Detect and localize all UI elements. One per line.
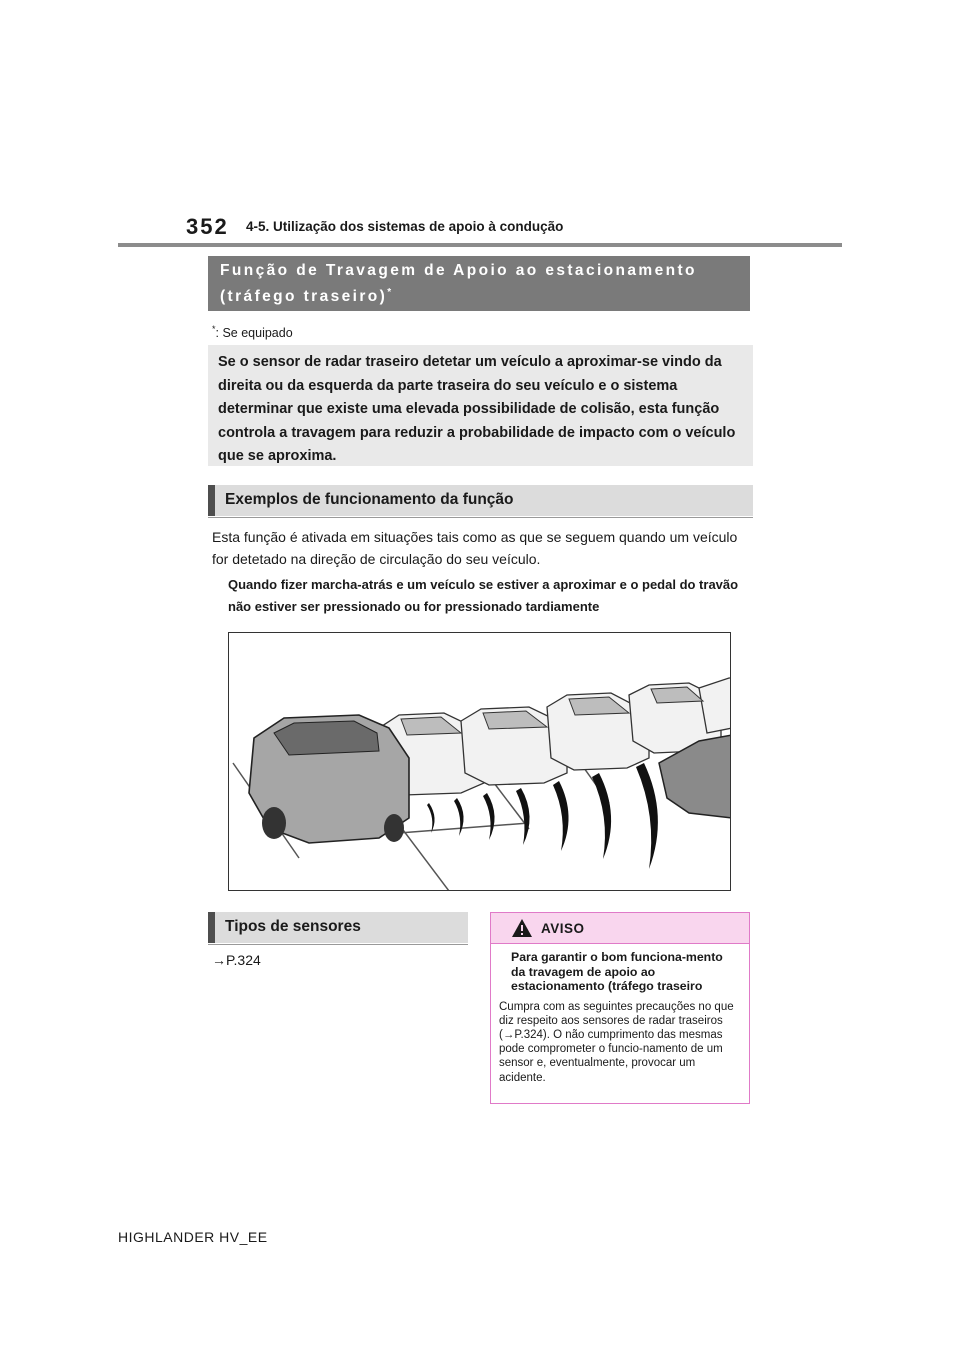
- footnote: [212, 324, 293, 340]
- examples-body: Esta função é ativada em situações tais como as que se seguem quando um veículo for detetado na direção de circulação do seu veículo.: [212, 529, 738, 567]
- parking-scene: [229, 633, 731, 891]
- sensors-page-reference[interactable]: →P.324: [212, 952, 261, 968]
- page-number: 352: [186, 214, 229, 239]
- section-title: Função de Travagem de Apoio ao estacionamento (tráfego traseiro): [220, 262, 697, 306]
- warning-label: AVISO: [541, 921, 585, 936]
- warning-triangle-icon: [511, 918, 533, 943]
- footnote-text: : Se equipado: [215, 326, 293, 341]
- footnote-marker: *: [212, 324, 216, 334]
- header-rule: [118, 243, 842, 247]
- parking-illustration: [228, 632, 731, 891]
- intro-summary: Se o sensor de radar traseiro detetar um veículo a aproximar-se vindo da direita ou da esquerda da parte traseira do seu veículo e o sistema determinar que existe uma elevada possibilidade de colisão, esta função controla a travagem para reduzir a probabilidade de impacto com o veículo que se aproxima.: [208, 345, 753, 466]
- warning-box: [490, 912, 750, 1104]
- warning-body: Cumpra com as seguintes precauções no que diz respeito aos sensores de radar traseiros (→P.324). O não cumprimento das mesmas pode comprometer o funcio-namento de um sensor e, eventualmente, provocar um acidente.: [499, 1000, 734, 1084]
- footer-model: HIGHLANDER HV_EE: [118, 1229, 268, 1245]
- examples-subheading: Quando fizer marcha-atrás e um veículo se estiver a aproximar e o pedal do travão não estiver ser pressionado ou for pressionado tardiamente: [228, 577, 739, 614]
- title-marker: *: [387, 287, 392, 298]
- examples-heading: Exemplos de funcionamento da função: [208, 485, 753, 516]
- own-vehicle-window: [274, 721, 379, 755]
- section-title-box: [208, 256, 750, 311]
- sensors-heading: Tipos de sensores: [208, 912, 468, 943]
- warning-header: [491, 913, 749, 944]
- warning-subheading: Para garantir o bom funciona-mento da travagem de apoio ao estacionamento (tráfego traseiro: [511, 950, 723, 993]
- chapter-title: 4-5. Utilização dos sistemas de apoio à condução: [246, 219, 564, 234]
